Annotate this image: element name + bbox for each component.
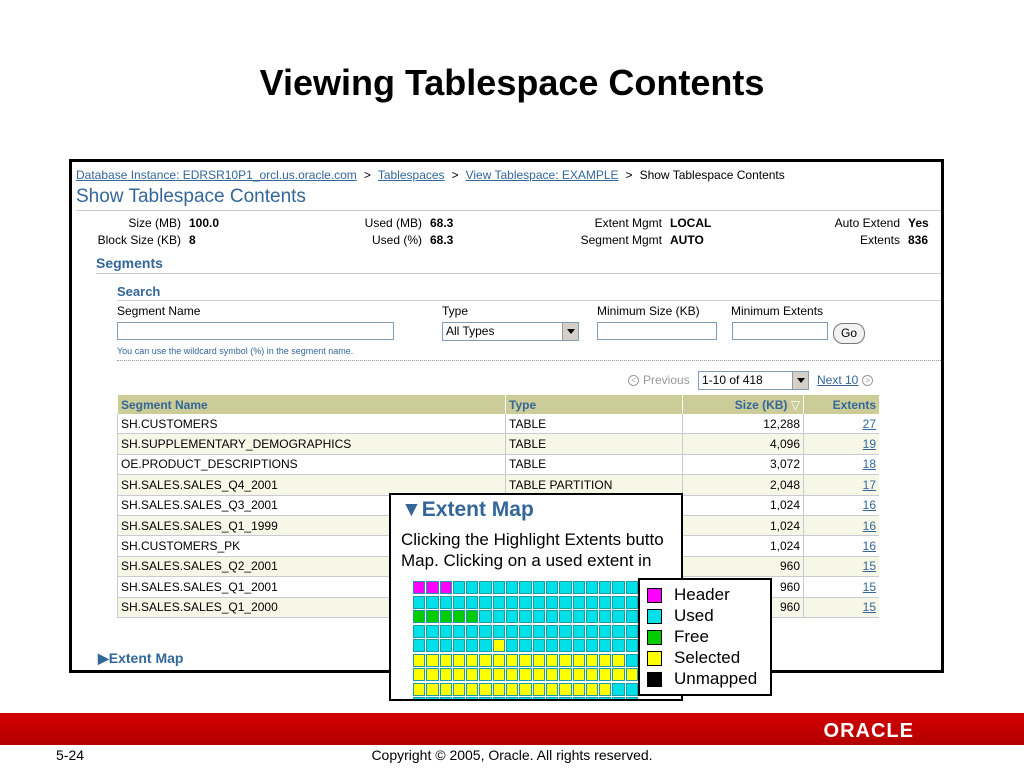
segment-name-cell: SH.SALES.SALES_Q1_1999 xyxy=(118,515,506,535)
extent-block[interactable] xyxy=(440,581,452,594)
chevron-down-icon[interactable] xyxy=(562,323,578,340)
extent-block[interactable] xyxy=(466,625,478,638)
size-cell: 4,096 xyxy=(683,434,804,454)
extent-block[interactable] xyxy=(559,668,571,681)
type-cell: TABLE xyxy=(506,414,683,434)
pager-range-value: 1-10 of 418 xyxy=(702,373,763,387)
extent-block[interactable] xyxy=(440,596,452,609)
segment-name-input[interactable] xyxy=(117,322,394,340)
extent-block[interactable] xyxy=(466,581,478,594)
legend-item-header xyxy=(647,585,730,605)
used-pct-label: Used (%) xyxy=(371,233,422,247)
extent-block[interactable] xyxy=(440,668,452,681)
pager-top xyxy=(624,373,690,387)
extent-block[interactable] xyxy=(546,581,558,594)
used-mb-label: Used (MB) xyxy=(364,216,422,230)
extent-map-row xyxy=(413,654,639,669)
extent-block[interactable] xyxy=(626,596,638,609)
extent-block[interactable] xyxy=(479,683,491,696)
used-mb-field xyxy=(322,216,453,230)
sort-descending-icon: ▽ xyxy=(790,397,800,412)
size-field xyxy=(72,216,219,230)
extent-map-grid xyxy=(413,581,639,701)
extent-block[interactable] xyxy=(440,625,452,638)
extent-block[interactable] xyxy=(533,581,545,594)
extent-block[interactable] xyxy=(426,668,438,681)
extents-cell[interactable]: 16 xyxy=(804,495,880,515)
type-cell: TABLE xyxy=(506,454,683,474)
auto-extend-value: Yes xyxy=(908,216,929,230)
extent-block[interactable] xyxy=(559,697,571,701)
extent-block[interactable] xyxy=(546,596,558,609)
col-size-label: Size (KB) xyxy=(734,397,788,412)
extent-block[interactable] xyxy=(573,610,585,623)
extent-block[interactable] xyxy=(413,625,425,638)
used-pct-field xyxy=(322,233,453,247)
legend-item-free xyxy=(647,627,709,647)
extent-block[interactable] xyxy=(612,581,624,594)
pager-next[interactable] xyxy=(817,373,877,387)
extent-block[interactable] xyxy=(626,683,638,696)
type-label: Type xyxy=(442,304,469,318)
extent-block[interactable] xyxy=(453,639,465,652)
extent-block[interactable] xyxy=(479,596,491,609)
extent-block[interactable] xyxy=(533,596,545,609)
page-number: 5-24 xyxy=(56,747,85,763)
extent-block[interactable] xyxy=(466,654,478,667)
extent-block[interactable] xyxy=(559,625,571,638)
extent-block[interactable] xyxy=(626,610,638,623)
size-cell: 2,048 xyxy=(683,475,804,495)
segment-name-label: Segment Name xyxy=(117,304,201,318)
extent-block[interactable] xyxy=(506,581,518,594)
extent-block[interactable] xyxy=(612,625,624,638)
extent-block[interactable] xyxy=(612,697,624,701)
header-swatch-icon xyxy=(647,588,662,603)
breadcrumb-current: Show Tablespace Contents xyxy=(639,168,785,182)
segment-mgmt-field xyxy=(542,233,704,247)
extent-block[interactable] xyxy=(413,639,425,652)
min-extents-input[interactable] xyxy=(732,322,828,340)
type-select-value: All Types xyxy=(446,324,495,338)
size-cell: 1,024 xyxy=(683,495,804,515)
extents-value: 836 xyxy=(908,233,929,247)
extent-block[interactable] xyxy=(413,610,425,623)
extent-block[interactable] xyxy=(626,639,638,652)
legend-item-used xyxy=(647,606,714,626)
extent-block[interactable] xyxy=(586,668,598,681)
extent-block[interactable] xyxy=(506,625,518,638)
extent-block[interactable] xyxy=(586,639,598,652)
extent-block[interactable] xyxy=(626,697,638,701)
segments-heading: Segments xyxy=(96,255,163,271)
extent-block[interactable] xyxy=(612,610,624,623)
copyright: Copyright © 2005, Oracle. All rights reserved. xyxy=(371,747,653,763)
type-cell: TABLE xyxy=(506,434,683,454)
breadcrumb xyxy=(76,168,785,182)
extent-block[interactable] xyxy=(573,683,585,696)
extent-block[interactable] xyxy=(533,639,545,652)
breadcrumb-tablespaces[interactable]: Tablespaces xyxy=(377,168,445,182)
extent-block[interactable] xyxy=(586,625,598,638)
pager-range-select[interactable] xyxy=(698,371,809,390)
footer-bar xyxy=(0,713,1024,745)
breadcrumb-view-tablespace[interactable]: View Tablespace: EXAMPLE xyxy=(465,168,619,182)
extent-map-text-line1: Clicking the Highlight Extents butto xyxy=(401,530,664,549)
extent-block[interactable] xyxy=(440,639,452,652)
extents-cell[interactable]: 17 xyxy=(804,475,880,495)
legend-label: Header xyxy=(674,585,730,604)
segment-name-cell: SH.SALES.SALES_Q1_2000 xyxy=(118,597,506,617)
extent-map-row xyxy=(413,668,639,683)
extent-block[interactable] xyxy=(466,639,478,652)
auto-extend-label: Auto Extend xyxy=(834,216,900,230)
extent-block[interactable] xyxy=(426,610,438,623)
extent-block[interactable] xyxy=(599,697,611,701)
extent-block[interactable] xyxy=(586,581,598,594)
auto-extend-field xyxy=(772,216,929,230)
page-title: Show Tablespace Contents xyxy=(76,186,306,207)
extent-block[interactable] xyxy=(506,697,518,701)
extent-block[interactable] xyxy=(426,683,438,696)
segment-name-cell: SH.CUSTOMERS xyxy=(118,414,506,434)
extent-map-toggle[interactable]: ▶Extent Map xyxy=(98,650,184,666)
extent-block[interactable] xyxy=(573,625,585,638)
extent-block[interactable] xyxy=(479,610,491,623)
extent-block[interactable] xyxy=(599,639,611,652)
extent-block[interactable] xyxy=(479,697,491,701)
extent-block[interactable] xyxy=(506,610,518,623)
min-size-label: Minimum Size (KB) xyxy=(597,304,700,318)
extent-block[interactable] xyxy=(586,596,598,609)
extents-cell[interactable]: 27 xyxy=(804,414,880,434)
segment-mgmt-value: AUTO xyxy=(670,233,704,247)
extent-block[interactable] xyxy=(599,596,611,609)
legend-item-selected xyxy=(647,648,740,668)
extents-cell[interactable]: 15 xyxy=(804,556,880,576)
size-cell: 960 xyxy=(683,556,804,576)
used-swatch-icon xyxy=(647,609,662,624)
extent-block[interactable] xyxy=(506,683,518,696)
extent-block[interactable] xyxy=(519,668,531,681)
extent-map-row xyxy=(413,625,639,640)
size-cell: 12,288 xyxy=(683,414,804,434)
block-size-label: Block Size (KB) xyxy=(97,233,181,247)
extent-block[interactable] xyxy=(426,697,438,701)
extent-block[interactable] xyxy=(493,581,505,594)
extent-block[interactable] xyxy=(626,668,638,681)
extent-map-row xyxy=(413,639,639,654)
extent-block[interactable] xyxy=(466,610,478,623)
extent-block[interactable] xyxy=(426,596,438,609)
extent-block[interactable] xyxy=(546,654,558,667)
extent-block[interactable] xyxy=(612,668,624,681)
previous-arrow-icon: < xyxy=(628,375,639,386)
extent-block[interactable] xyxy=(546,683,558,696)
size-cell: 960 xyxy=(683,577,804,597)
extent-block[interactable] xyxy=(493,697,505,701)
extent-block[interactable] xyxy=(453,683,465,696)
segment-name-cell: SH.SALES.SALES_Q4_2001 xyxy=(118,475,506,495)
segment-name-cell: OE.PRODUCT_DESCRIPTIONS xyxy=(118,454,506,474)
extent-block[interactable] xyxy=(519,625,531,638)
size-cell: 1,024 xyxy=(683,536,804,556)
extent-map-row xyxy=(413,596,639,611)
extent-block[interactable] xyxy=(440,683,452,696)
extent-block[interactable] xyxy=(599,581,611,594)
extent-block[interactable] xyxy=(479,639,491,652)
extent-block[interactable] xyxy=(546,610,558,623)
extent-block[interactable] xyxy=(413,668,425,681)
extent-map-row xyxy=(413,581,639,596)
legend-label: Used xyxy=(674,606,714,625)
extent-block[interactable] xyxy=(519,581,531,594)
extent-block[interactable] xyxy=(573,697,585,701)
extent-block[interactable] xyxy=(426,639,438,652)
size-cell: 960 xyxy=(683,597,804,617)
size-cell: 1,024 xyxy=(683,515,804,535)
extent-block[interactable] xyxy=(519,639,531,652)
extent-block[interactable] xyxy=(573,668,585,681)
type-cell: TABLE PARTITION xyxy=(506,475,683,495)
extent-block[interactable] xyxy=(453,625,465,638)
extent-block[interactable] xyxy=(493,668,505,681)
breadcrumb-sep: > xyxy=(363,168,371,182)
extent-block[interactable] xyxy=(466,668,478,681)
min-size-input[interactable] xyxy=(597,322,717,340)
extent-block[interactable] xyxy=(612,654,624,667)
extent-mgmt-label: Extent Mgmt xyxy=(594,216,662,230)
extent-block[interactable] xyxy=(493,654,505,667)
col-extents[interactable]: Extents xyxy=(804,395,880,414)
extent-block[interactable] xyxy=(440,610,452,623)
extent-block[interactable] xyxy=(453,610,465,623)
min-extents-label: Minimum Extents xyxy=(731,304,824,318)
extent-block[interactable] xyxy=(559,596,571,609)
extent-block[interactable] xyxy=(599,654,611,667)
extent-block[interactable] xyxy=(533,697,545,701)
search-divider xyxy=(117,300,941,301)
extent-mgmt-value: LOCAL xyxy=(670,216,712,230)
extent-block[interactable] xyxy=(413,697,425,701)
extent-block[interactable] xyxy=(426,625,438,638)
extents-cell[interactable]: 15 xyxy=(804,597,880,617)
extent-block[interactable] xyxy=(493,610,505,623)
extent-map-row xyxy=(413,610,639,625)
extents-cell[interactable]: 16 xyxy=(804,536,880,556)
extent-block[interactable] xyxy=(559,581,571,594)
extent-block[interactable] xyxy=(466,697,478,701)
used-mb-value: 68.3 xyxy=(430,216,454,230)
oracle-logo: ORACLE xyxy=(823,720,914,742)
extent-block[interactable] xyxy=(586,683,598,696)
size-label: Size (MB) xyxy=(128,216,181,230)
extent-block[interactable] xyxy=(586,654,598,667)
extent-block[interactable] xyxy=(413,596,425,609)
extent-block[interactable] xyxy=(599,683,611,696)
extent-block[interactable] xyxy=(546,639,558,652)
extent-block[interactable] xyxy=(586,610,598,623)
extent-block[interactable] xyxy=(519,596,531,609)
slide-title: Viewing Tablespace Contents xyxy=(259,62,765,103)
breadcrumb-sep: > xyxy=(625,168,633,182)
extents-field xyxy=(772,233,928,247)
extent-block[interactable] xyxy=(546,625,558,638)
extent-block[interactable] xyxy=(626,581,638,594)
table-header-row xyxy=(118,395,880,414)
extent-mgmt-field xyxy=(542,216,711,230)
extent-block[interactable] xyxy=(559,654,571,667)
table-row[interactable] xyxy=(118,475,880,495)
extent-block[interactable] xyxy=(493,683,505,696)
extent-block[interactable] xyxy=(479,581,491,594)
extent-map-text-line2: Map. Clicking on a used extent in xyxy=(401,551,652,570)
free-swatch-icon xyxy=(647,630,662,645)
extent-block[interactable] xyxy=(506,639,518,652)
extent-block[interactable] xyxy=(493,596,505,609)
extent-block[interactable] xyxy=(466,596,478,609)
next-arrow-icon[interactable]: > xyxy=(862,375,873,386)
extent-block[interactable] xyxy=(493,625,505,638)
table-row[interactable] xyxy=(118,414,880,434)
used-pct-value: 68.3 xyxy=(430,233,454,247)
chevron-down-icon[interactable] xyxy=(792,372,808,389)
segment-mgmt-label: Segment Mgmt xyxy=(580,233,662,247)
extent-block[interactable] xyxy=(573,639,585,652)
type-select[interactable] xyxy=(442,322,579,341)
extents-cell[interactable]: 19 xyxy=(804,434,880,454)
search-heading: Search xyxy=(117,284,161,299)
search-hint: You can use the wildcard symbol (%) in the segment name. xyxy=(117,346,354,356)
extent-block[interactable] xyxy=(426,654,438,667)
extent-block[interactable] xyxy=(612,596,624,609)
selected-swatch-icon xyxy=(647,651,662,666)
extent-block[interactable] xyxy=(546,697,558,701)
extent-block[interactable] xyxy=(506,668,518,681)
extent-block[interactable] xyxy=(479,668,491,681)
legend-label: Selected xyxy=(674,648,741,667)
extent-block[interactable] xyxy=(559,683,571,696)
legend-label: Unmapped xyxy=(674,669,758,688)
extent-block[interactable] xyxy=(573,654,585,667)
extent-block[interactable] xyxy=(493,639,505,652)
extent-block[interactable] xyxy=(612,683,624,696)
extent-block[interactable] xyxy=(546,668,558,681)
segments-divider xyxy=(96,273,941,274)
breadcrumb-sep: > xyxy=(451,168,459,182)
extent-block[interactable] xyxy=(440,697,452,701)
extent-block[interactable] xyxy=(612,639,624,652)
extent-block[interactable] xyxy=(599,610,611,623)
size-value: 100.0 xyxy=(189,216,220,230)
segment-name-cell: SH.CUSTOMERS_PK xyxy=(118,536,506,556)
extent-block[interactable] xyxy=(519,610,531,623)
extent-block[interactable] xyxy=(533,668,545,681)
extent-map-row xyxy=(413,697,639,701)
table-row[interactable] xyxy=(118,434,880,454)
legend-item-unmapped xyxy=(647,669,757,689)
extent-block[interactable] xyxy=(506,596,518,609)
extent-block[interactable] xyxy=(479,625,491,638)
extent-block[interactable] xyxy=(519,683,531,696)
extent-block[interactable] xyxy=(453,654,465,667)
extent-block[interactable] xyxy=(413,683,425,696)
extent-block[interactable] xyxy=(533,610,545,623)
col-segment-name[interactable]: Segment Name xyxy=(118,395,506,414)
segment-name-cell: SH.SALES.SALES_Q2_2001 xyxy=(118,556,506,576)
extent-block[interactable] xyxy=(559,610,571,623)
extent-block[interactable] xyxy=(426,581,438,594)
extent-block[interactable] xyxy=(519,654,531,667)
title-divider xyxy=(76,210,941,211)
extent-block[interactable] xyxy=(506,654,518,667)
extent-block[interactable] xyxy=(599,625,611,638)
segment-name-cell: SH.SALES.SALES_Q3_2001 xyxy=(118,495,506,515)
search-bottom-divider xyxy=(117,360,941,361)
extent-block[interactable] xyxy=(453,668,465,681)
extent-block[interactable] xyxy=(466,683,478,696)
segment-name-cell: SH.SUPPLEMENTARY_DEMOGRAPHICS xyxy=(118,434,506,454)
extent-map-row xyxy=(413,683,639,698)
extents-label: Extents xyxy=(859,233,900,247)
extent-block[interactable] xyxy=(626,625,638,638)
extent-block[interactable] xyxy=(533,683,545,696)
go-button[interactable]: Go xyxy=(833,323,865,344)
extent-block[interactable] xyxy=(559,639,571,652)
extent-block[interactable] xyxy=(533,654,545,667)
block-size-field xyxy=(72,233,196,247)
col-size[interactable] xyxy=(683,395,804,414)
extents-cell[interactable]: 18 xyxy=(804,454,880,474)
extent-block[interactable] xyxy=(626,654,638,667)
extents-cell[interactable]: 16 xyxy=(804,515,880,535)
next-link[interactable]: Next 10 xyxy=(817,373,859,387)
extent-block[interactable] xyxy=(573,596,585,609)
extent-block[interactable] xyxy=(479,654,491,667)
size-cell: 3,072 xyxy=(683,454,804,474)
unmapped-swatch-icon xyxy=(647,672,662,687)
extents-cell[interactable]: 15 xyxy=(804,577,880,597)
extent-map-title: ▼Extent Map xyxy=(401,498,534,521)
extent-block[interactable] xyxy=(599,668,611,681)
previous-link: Previous xyxy=(643,373,690,387)
extent-block[interactable] xyxy=(453,581,465,594)
extent-block[interactable] xyxy=(573,581,585,594)
extent-block[interactable] xyxy=(586,697,598,701)
legend-label: Free xyxy=(674,627,709,646)
extent-block[interactable] xyxy=(453,697,465,701)
extent-block[interactable] xyxy=(533,625,545,638)
extent-block[interactable] xyxy=(453,596,465,609)
extent-block[interactable] xyxy=(413,654,425,667)
extent-map-legend xyxy=(638,578,772,696)
extent-block[interactable] xyxy=(440,654,452,667)
extent-block[interactable] xyxy=(519,697,531,701)
col-type[interactable]: Type xyxy=(506,395,683,414)
segment-name-cell: SH.SALES.SALES_Q1_2001 xyxy=(118,577,506,597)
table-row[interactable] xyxy=(118,454,880,474)
breadcrumb-database-instance[interactable]: Database Instance: EDRSR10P1_orcl.us.oracle.com xyxy=(76,168,357,182)
extent-block[interactable] xyxy=(413,581,425,594)
block-size-value: 8 xyxy=(189,233,196,247)
